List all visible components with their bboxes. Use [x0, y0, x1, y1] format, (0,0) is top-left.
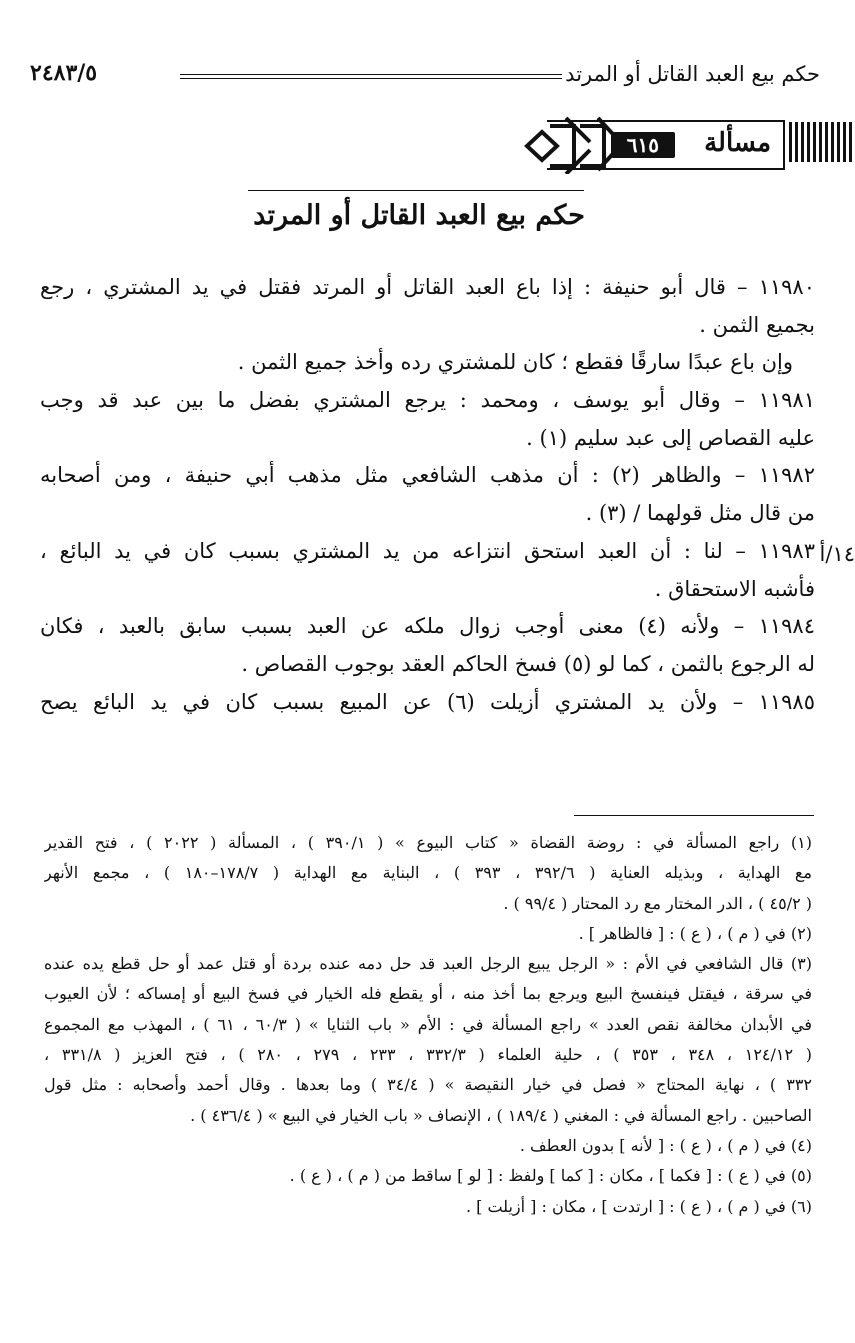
- body-line: ١١٩٨١ – وقال أبو يوسف ، ومحمد : يرجع المشتري بفضل ما بين عبد قد وجب: [40, 388, 815, 413]
- page-reference: ٢٤٨٣/٥: [30, 60, 98, 86]
- footnote-line: ( ١٢٤/١٢ ، ٣٤٨ ، ٣٥٣ ) ، حلية العلماء ( ٣٣٢/٣ ، ٢٣٣ ، ٢٧٩ ، ٢٨٠ ) ، فتح العزيز ( ٣٣١/٨ ،: [44, 1045, 812, 1065]
- body-line: ١١٩٨٤ – ولأنه (٤) معنى أوجب زوال ملكه عن العبد بسبب سابق بالعبد ، فكان: [40, 614, 815, 639]
- footnote-rule: [574, 815, 814, 816]
- footnote-line: (١) راجع المسألة في : روضة القضاة « كتاب البيوع » ( ٣٩٠/١ ) ، المسألة ( ٢٠٢٢ ) ، فتح القدير: [44, 833, 812, 852]
- ornament-knot-icon: [522, 114, 632, 174]
- body-line: ١١٩٨٢ – والظاهر (٢) : أن مذهب الشافعي مثل مذهب أبي حنيفة ، ومن أصحابه: [40, 463, 815, 488]
- body-line: من قال مثل قولهما / (٣) .: [585, 501, 815, 526]
- body-line: بجميع الثمن .: [699, 312, 815, 337]
- title-rule: [248, 190, 584, 191]
- banner-stripes-decoration: [789, 122, 855, 162]
- footnote-line: (٤) في ( م ) ، ( ع ) : [ لأنه ] بدون العطف .: [519, 1135, 812, 1155]
- body-line: ١١٩٨٥ – ولأن يد المشتري أزيلت (٦) عن المبيع بسبب كان في يد البائع يصح: [40, 689, 815, 714]
- body-line: له الرجوع بالثمن ، كما لو (٥) فسخ الحاكم العقد بوجوب القصاص .: [241, 651, 815, 676]
- running-header: [30, 58, 820, 98]
- footnote-line: في سرقة ، فيقتل فينفسخ البيع ويرجع بما أخذ منه ، أو يقطع فله الخيار في فسخ البيع أو إمساكه ؛ لأن العيوب: [44, 984, 812, 1004]
- body-line: ١١٩٨٣ – لنا : أن العبد استحق انتزاعه من يد المشتري بسبب كان في يد البائع ،: [40, 538, 815, 563]
- footnotes: [44, 828, 812, 1222]
- body-line: فأشبه الاستحقاق .: [654, 576, 815, 601]
- margin-folio-note: ١٤/أ: [819, 542, 855, 566]
- footnote-line: الصاحبين . راجع المسألة في : المغني ( ١٨٩/٤ ) ، الإنصاف « باب الخيار في البيع » ( ٤٣٦/٤ ) .: [190, 1105, 812, 1125]
- body-line: عليه القصاص إلى عبد سليم (١) .: [526, 425, 815, 450]
- body-line: ١١٩٨٠ – قال أبو حنيفة : إذا باع العبد القاتل أو المرتد فقتل في يد المشتري ، رجع: [40, 275, 815, 299]
- footnote-line: مع الهداية ، وبذيله العناية ( ٣٩٢/٦ ، ٣٩٣ ) ، البناية مع الهداية ( ١٧٨/٧–١٨٠ ) ، مجمع الأنهر: [44, 863, 812, 883]
- masala-number: ٦١٥: [611, 132, 675, 158]
- body-text: [40, 268, 815, 720]
- footnote-line: ٣٣٢ ) ، نهاية المحتاج « فصل في خيار النقيصة » ( ٣٤/٤ ) وما بعدها . وقال أحمد وأصحابه : مثل قول: [44, 1075, 812, 1095]
- body-line: وإن باع عبدًا سارقًا فقطع ؛ كان للمشتري رده وأخذ جميع الثمن .: [237, 350, 793, 375]
- footnote-line: (٣) قال الشافعي في الأم : « الرجل يبيع الرجل العبد قد حل دمه عنده بردة أو قتل عمد أو حل قطع يده عنده: [44, 954, 812, 974]
- footnote-line: ( ٤٥/٢ ) ، الدر المختار مع رد المحتار ( ٩٩/٤ ) .: [503, 893, 812, 913]
- footnote-line: (٦) في ( م ) ، ( ع ) : [ ارتدت ] ، مكان : [ أزيلت ] .: [465, 1196, 812, 1216]
- section-title: حكم بيع العبد القاتل أو المرتد: [253, 200, 585, 231]
- masala-label: مسألة: [704, 128, 771, 158]
- header-rule: [180, 74, 562, 79]
- footnote-line: (٥) في ( ع ) : [ فكما ] ، مكان : [ كما ] ولفظ : [ لو ] ساقط من ( م ) ، ( ع ) .: [289, 1166, 812, 1186]
- footnote-line: (٢) في ( م ) ، ( ع ) : [ فالظاهر ] .: [578, 923, 812, 943]
- masala-banner: [0, 114, 855, 178]
- footnote-line: في الأبدان مخالفة نقص العدد » راجع المسألة في : الأم « باب الثنايا » ( ٦٠/٣ ، ٦١ ) ، المهذب مع المجموع: [44, 1014, 812, 1034]
- running-title: حكم بيع العبد القاتل أو المرتد: [565, 62, 820, 86]
